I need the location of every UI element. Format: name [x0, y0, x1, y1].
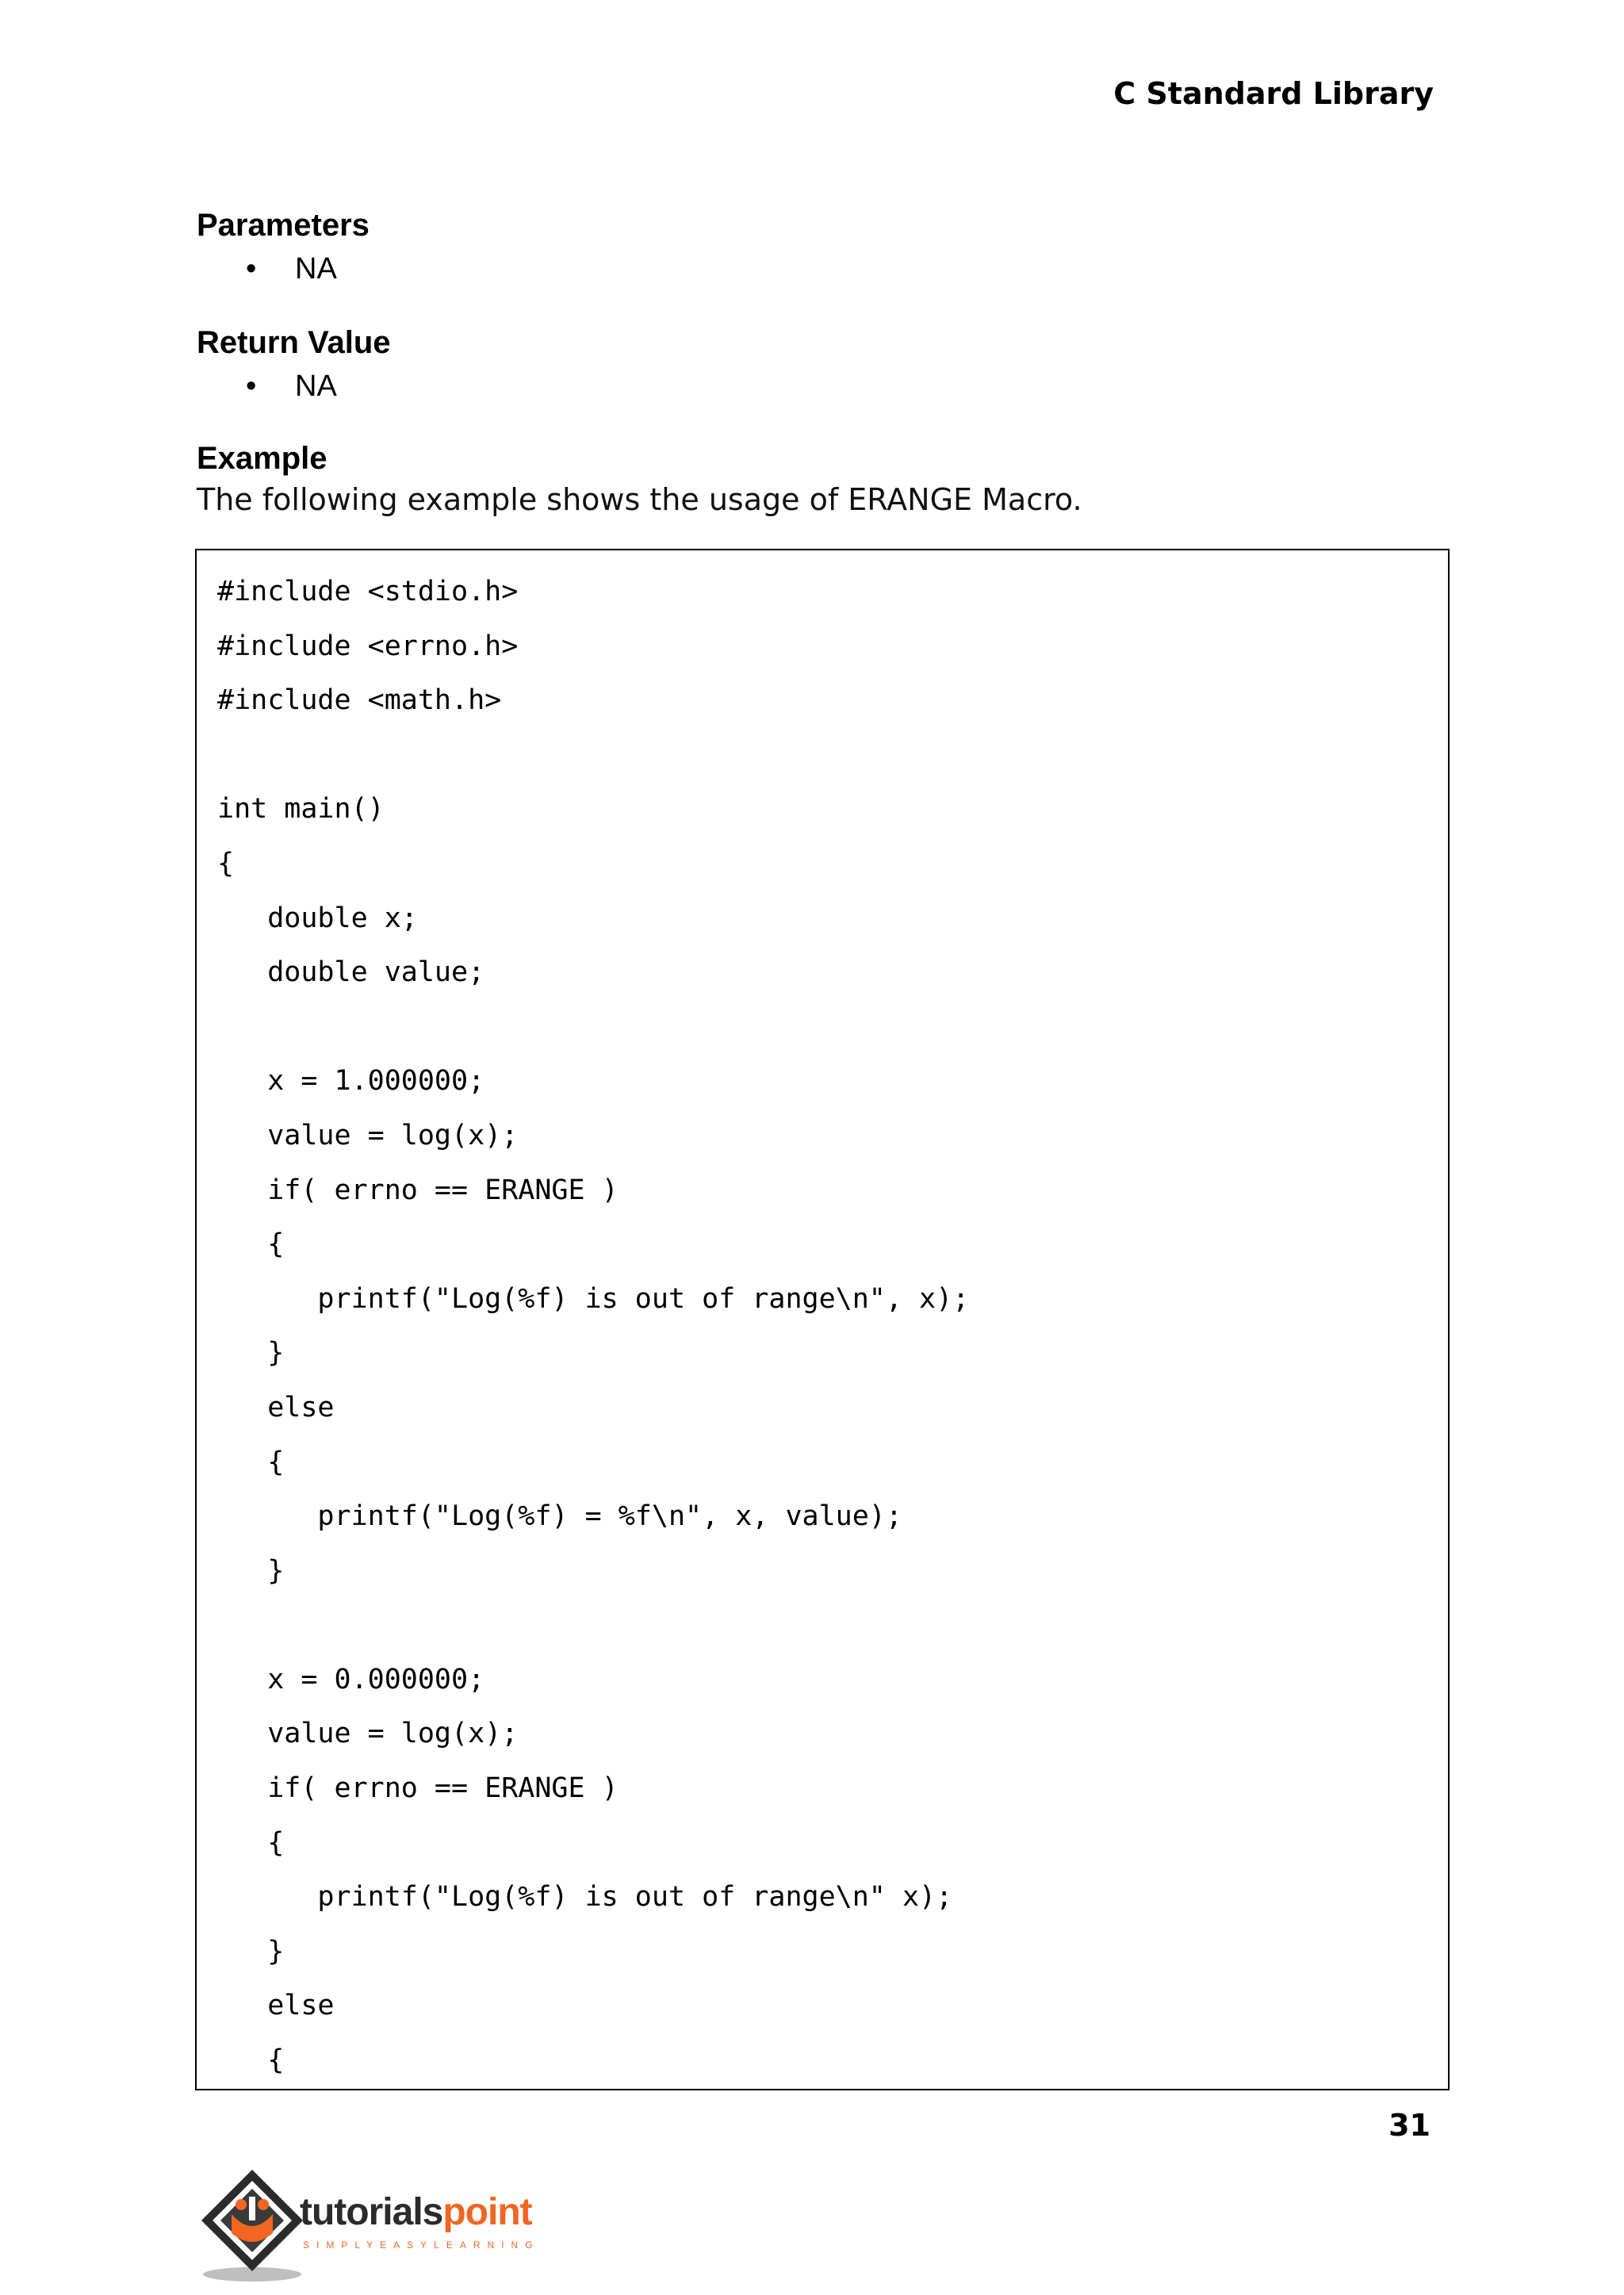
- code-line: printf("Log(%f) = %f\n", x, value);: [217, 1500, 902, 1533]
- code-line: #include <errno.h>: [217, 630, 519, 662]
- code-line: }: [217, 1337, 285, 1370]
- code-line: {: [217, 1228, 285, 1261]
- code-line: printf("Log(%f) is out of range\n", x);: [217, 1282, 970, 1315]
- code-line: }: [217, 1554, 285, 1587]
- running-header: C Standard Library: [1113, 76, 1434, 111]
- code-line: double value;: [217, 956, 485, 989]
- parameters-bullet: [246, 252, 337, 286]
- code-line: if( errno == ERANGE ): [217, 1174, 619, 1206]
- code-line: printf("Log(%f) is out of range\n" x);: [217, 1881, 953, 1914]
- code-line: {: [217, 1446, 285, 1478]
- code-line: x = 0.000000;: [217, 1663, 485, 1695]
- code-line: #include <math.h>: [217, 684, 502, 717]
- code-line: {: [217, 2044, 285, 2077]
- code-line: value = log(x);: [217, 1119, 519, 1151]
- code-line: #include <stdio.h>: [217, 576, 519, 607]
- code-line: [217, 1598, 1448, 1653]
- code-line: int main(): [217, 793, 385, 826]
- code-line: else: [217, 1391, 335, 1423]
- tutorialspoint-logo: [195, 2165, 568, 2284]
- logo-wordmark: [300, 2190, 532, 2234]
- logo-tagline: SIMPLYEASYLEARNING: [303, 2239, 540, 2251]
- logo-word-accent: point: [442, 2191, 532, 2233]
- example-heading: Example: [197, 441, 327, 476]
- return-value-heading: Return Value: [197, 325, 391, 360]
- return-value-bullet: [246, 370, 337, 404]
- tutorialspoint-emblem-icon: [195, 2165, 314, 2284]
- bullet-icon: •: [246, 252, 257, 285]
- parameters-heading: Parameters: [197, 208, 370, 243]
- page-number: 31: [1388, 2108, 1431, 2143]
- parameters-bullet-text: NA: [295, 252, 337, 285]
- code-line: if( errno == ERANGE ): [217, 1772, 619, 1805]
- code-line: x = 1.000000;: [217, 1065, 485, 1098]
- code-line: else: [217, 1990, 335, 2022]
- code-block: [195, 549, 1450, 2090]
- code-line: value = log(x);: [217, 1718, 519, 1750]
- code-lines: [217, 565, 1448, 2088]
- bullet-icon: •: [246, 370, 257, 403]
- code-line: {: [217, 847, 235, 879]
- return-value-bullet-text: NA: [295, 370, 337, 403]
- code-line: {: [217, 1826, 285, 1859]
- logo-word-primary: tutorials: [300, 2191, 443, 2233]
- example-intro: The following example shows the usage of ERANGE Macro.: [197, 482, 1082, 517]
- code-line: double x;: [217, 902, 418, 934]
- code-line: [217, 728, 1448, 783]
- code-line: }: [217, 1935, 285, 1967]
- code-line: [217, 1000, 1448, 1055]
